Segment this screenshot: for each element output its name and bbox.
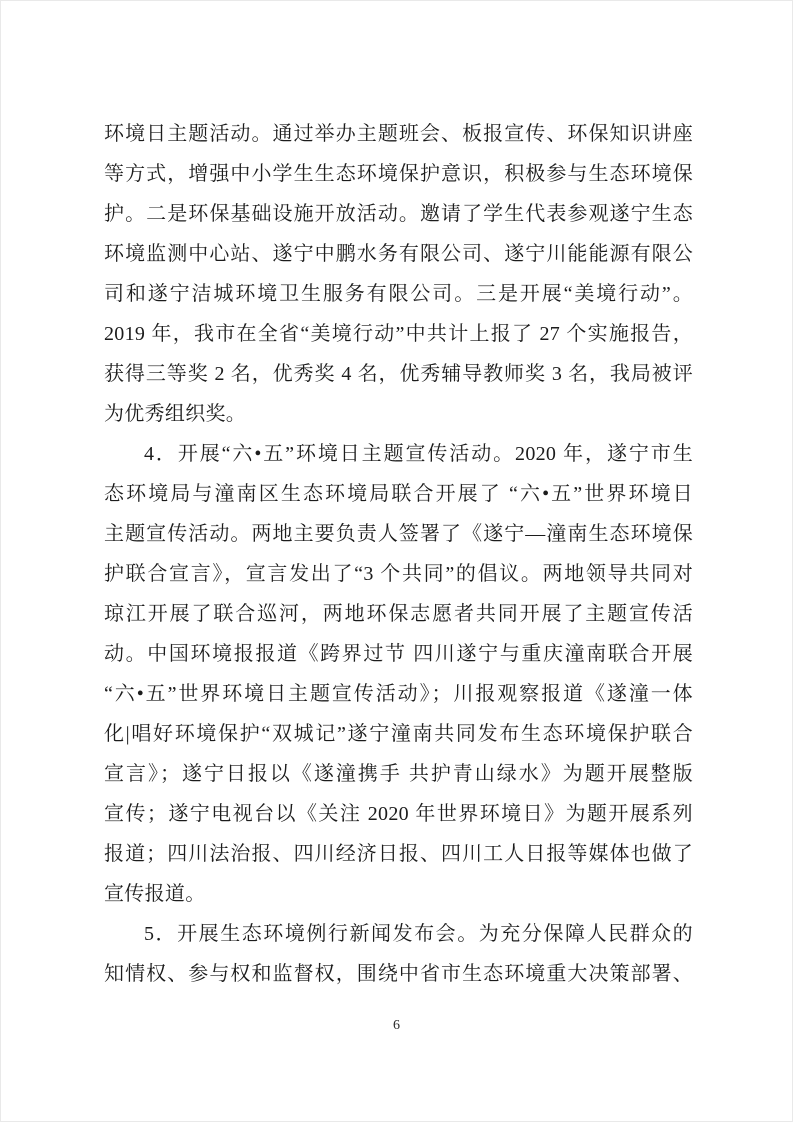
text-line: “六•五”世界环境日主题宣传活动》；川报观察报道《遂潼一体	[104, 683, 693, 705]
text-line: 化|唱好环境保护“双城记”遂宁潼南共同发布生态环境保护联合	[104, 723, 693, 745]
page-number: 6	[393, 1018, 400, 1033]
text-line: 动。中国环境报报道《跨界过节 四川遂宁与重庆潼南联合开展	[104, 643, 693, 665]
text-line: 态环境局与潼南区生态环境局联合开展了 “六•五”世界环境日	[104, 483, 693, 505]
text-line: 报道；四川法治报、四川经济日报、四川工人日报等媒体也做了	[104, 843, 693, 865]
text-line: 知情权、参与权和监督权，围绕中省市生态环境重大决策部署、	[104, 963, 693, 985]
text-body	[104, 114, 693, 994]
text-line: 获得三等奖 2 名，优秀奖 4 名，优秀辅导教师奖 3 名，我局被评	[104, 363, 693, 385]
text-line: 主题宣传活动。两地主要负责人签署了《遂宁—潼南生态环境保	[104, 523, 693, 545]
text-line: 等方式，增强中小学生生态环境保护意识，积极参与生态环境保	[104, 163, 693, 185]
text-line: 环境监测中心站、遂宁中鹏水务有限公司、遂宁川能能源有限公	[104, 243, 693, 265]
text-line: 宣传；遂宁电视台以《关注 2020 年世界环境日》为题开展系列	[104, 803, 693, 825]
text-line: 宣传报道。	[104, 883, 206, 905]
text-line: 护联合宣言》，宣言发出了“3 个共同”的倡议。两地领导共同对	[104, 563, 693, 585]
text-line: 2019 年，我市在全省“美境行动”中共计上报了 27 个实施报告，	[104, 323, 693, 345]
text-line: 琼江开展了联合巡河，两地环保志愿者共同开展了主题宣传活	[104, 603, 693, 625]
text-line: 环境日主题活动。通过举办主题班会、板报宣传、环保知识讲座	[104, 123, 693, 145]
text-line: 司和遂宁洁城环境卫生服务有限公司。三是开展“美境行动”。	[104, 283, 693, 305]
text-line: 5．开展生态环境例行新闻发布会。为充分保障人民群众的	[144, 923, 693, 945]
text-line: 4．开展“六•五”环境日主题宣传活动。2020 年，遂宁市生	[144, 443, 693, 465]
text-line: 护。二是环保基础设施开放活动。邀请了学生代表参观遂宁生态	[104, 203, 693, 225]
text-line: 宣言》；遂宁日报以《遂潼携手 共护青山绿水》为题开展整版	[104, 763, 693, 785]
text-line: 为优秀组织奖。	[104, 403, 247, 425]
